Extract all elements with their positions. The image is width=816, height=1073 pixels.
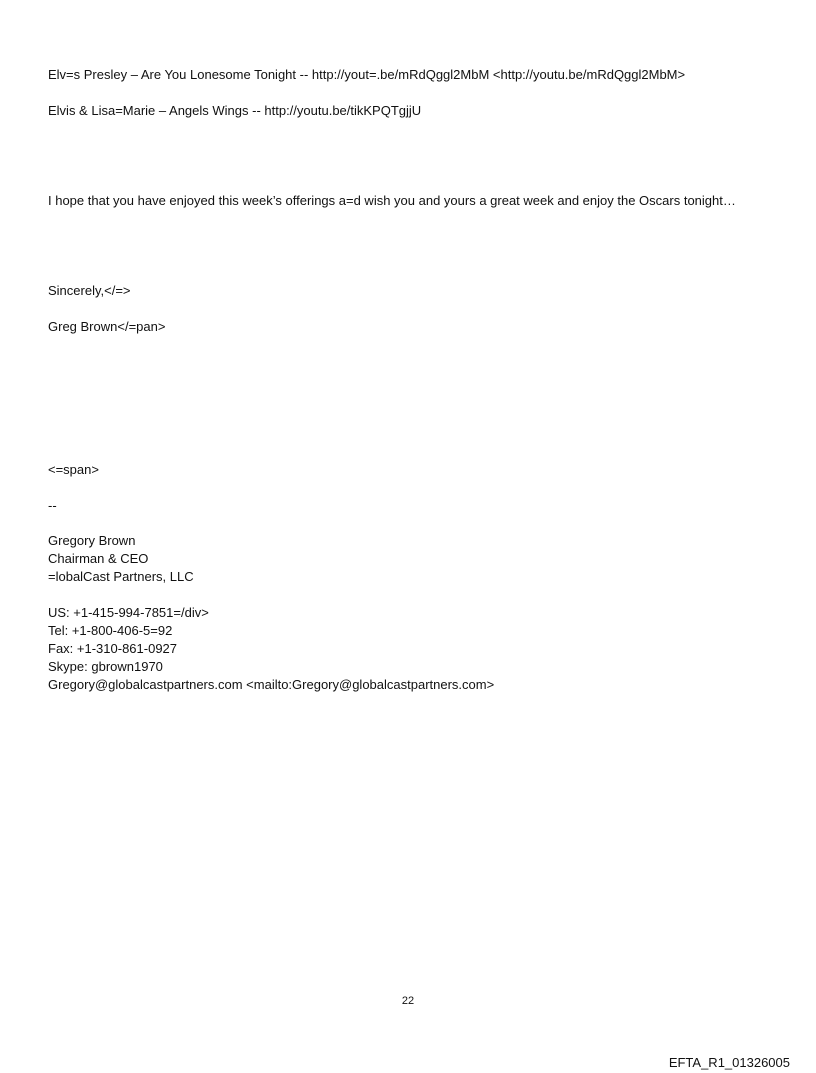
signature-title: Chairman & CEO (48, 551, 149, 566)
signature-tel: Tel: +1-800-406-5=92 (48, 623, 173, 638)
signature-email[interactable]: Gregory@globalcastpartners.com <mailto:Gregory@globalcastpartners.com> (48, 677, 495, 692)
signature-fax: Fax: +1-310-861-0927 (48, 641, 178, 656)
closing-paragraph: I hope that you have enjoyed this week’s offerings a=d wish you and yours a great week and enjoy the Oscars tonight… (48, 193, 736, 208)
signature-company: =lobalCast Partners, LLC (48, 569, 194, 584)
song-line-elvis-presley: Elv=s Presley – Are You Lonesome Tonight -- http://yout=.be/mRdQggl2MbM <http://youtu.be/mRdQggl2MbM> (48, 67, 686, 82)
signature-name: Gregory Brown (48, 533, 136, 548)
signature-block (48, 532, 494, 694)
song-line-angels-wings: Elvis & Lisa=Marie – Angels Wings -- http://youtu.be/tikKPQTgjjU (48, 103, 422, 118)
document-id: EFTA_R1_01326005 (668, 1055, 790, 1070)
signoff-name: Greg Brown</=pan> (48, 319, 166, 334)
signature-us-phone: US: +1-415-994-7851=/div> (48, 605, 209, 620)
signature-skype: Skype: gbrown1970 (48, 659, 163, 674)
signature-spacer (48, 586, 494, 604)
page-number: 22 (401, 995, 415, 1007)
signature-separator: -- (48, 498, 57, 513)
span-artifact: <=span> (48, 462, 99, 477)
sincerely-line: Sincerely,</=> (48, 283, 131, 298)
